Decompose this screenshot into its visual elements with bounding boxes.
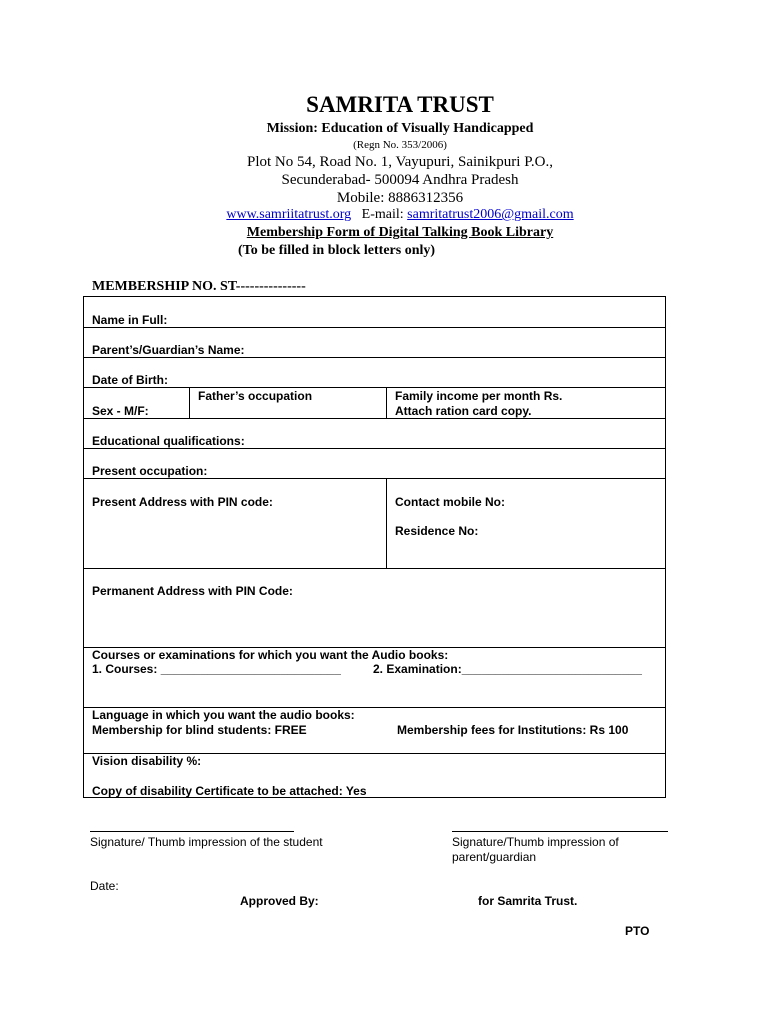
row-divider (84, 448, 665, 449)
membership-blind-students: Membership for blind students: FREE (92, 723, 307, 737)
ration-card-note: Attach ration card copy. (395, 404, 532, 418)
date-field-label[interactable]: Date: (90, 879, 119, 893)
sex-field-label[interactable]: Sex - M/F: (92, 404, 149, 418)
family-income-field-label[interactable]: Family income per month Rs. (395, 389, 563, 403)
pto-label: PTO (625, 924, 650, 938)
form-instruction: (To be filled in block letters only) (238, 243, 436, 258)
address-line-1: Plot No 54, Road No. 1, Vayupuri, Sainikpuri P.O., (247, 154, 553, 170)
column-divider (386, 387, 387, 418)
approved-by-label: Approved By: (240, 894, 319, 908)
contact-line (0, 207, 770, 223)
vision-disability-field-label[interactable]: Vision disability %: (92, 754, 202, 768)
language-field-label[interactable]: Language in which you want the audio books: (92, 708, 355, 722)
row-divider (84, 327, 665, 328)
parent-signature-label-line2: parent/guardian (452, 850, 537, 864)
membership-institutions-fee: Membership fees for Institutions: Rs 100 (397, 723, 629, 737)
for-samrita-trust-label: for Samrita Trust. (478, 894, 578, 908)
parent-signature-label-line1: Signature/Thumb impression of (452, 835, 619, 849)
parent-signature-line[interactable] (452, 831, 668, 832)
row-divider (84, 568, 665, 569)
present-address-field-label[interactable]: Present Address with PIN code: (92, 495, 273, 509)
address-line-2: Secunderabad- 500094 Andhra Pradesh (281, 172, 519, 188)
page-title: SAMRITA TRUST (306, 92, 494, 117)
mission-statement: Mission: Education of Visually Handicapped (266, 121, 534, 136)
contact-mobile-field-label[interactable]: Contact mobile No: (395, 495, 505, 509)
courses-heading: Courses or examinations for which you want the Audio books: (92, 648, 449, 662)
column-divider (386, 478, 387, 568)
dob-field-label[interactable]: Date of Birth: (92, 373, 168, 387)
permanent-address-field-label[interactable]: Permanent Address with PIN Code: (92, 584, 293, 598)
courses-field[interactable]: 1. Courses: ___________________________ (92, 662, 341, 676)
row-divider (84, 478, 665, 479)
father-occupation-field-label[interactable]: Father’s occupation (198, 389, 313, 403)
membership-form-table (83, 296, 666, 798)
email-link[interactable]: samritatrust2006@gmail.com (407, 207, 574, 222)
name-field-label[interactable]: Name in Full: (92, 313, 168, 327)
membership-number: MEMBERSHIP NO. ST--------------- (92, 279, 306, 294)
form-title: Membership Form of Digital Talking Book Library (246, 225, 554, 240)
column-divider (189, 387, 190, 418)
registration-number: (Regn No. 353/2006) (353, 139, 447, 151)
website-link[interactable]: www.samriitatrust.org (226, 207, 352, 222)
certificate-note: Copy of disability Certificate to be attached: Yes (92, 784, 367, 798)
row-divider (84, 387, 665, 388)
row-divider (84, 357, 665, 358)
parent-name-field-label[interactable]: Parent’s/Guardian’s Name: (92, 343, 245, 357)
education-field-label[interactable]: Educational qualifications: (92, 434, 245, 448)
student-signature-line[interactable] (90, 831, 294, 832)
mobile-number: Mobile: 8886312356 (336, 190, 464, 206)
row-divider (84, 418, 665, 419)
residence-number-field-label[interactable]: Residence No: (395, 524, 479, 538)
examination-field[interactable]: 2. Examination:___________________________ (373, 662, 642, 676)
occupation-field-label[interactable]: Present occupation: (92, 464, 208, 478)
email-label: E-mail: (361, 207, 404, 222)
student-signature-label: Signature/ Thumb impression of the student (90, 835, 323, 849)
